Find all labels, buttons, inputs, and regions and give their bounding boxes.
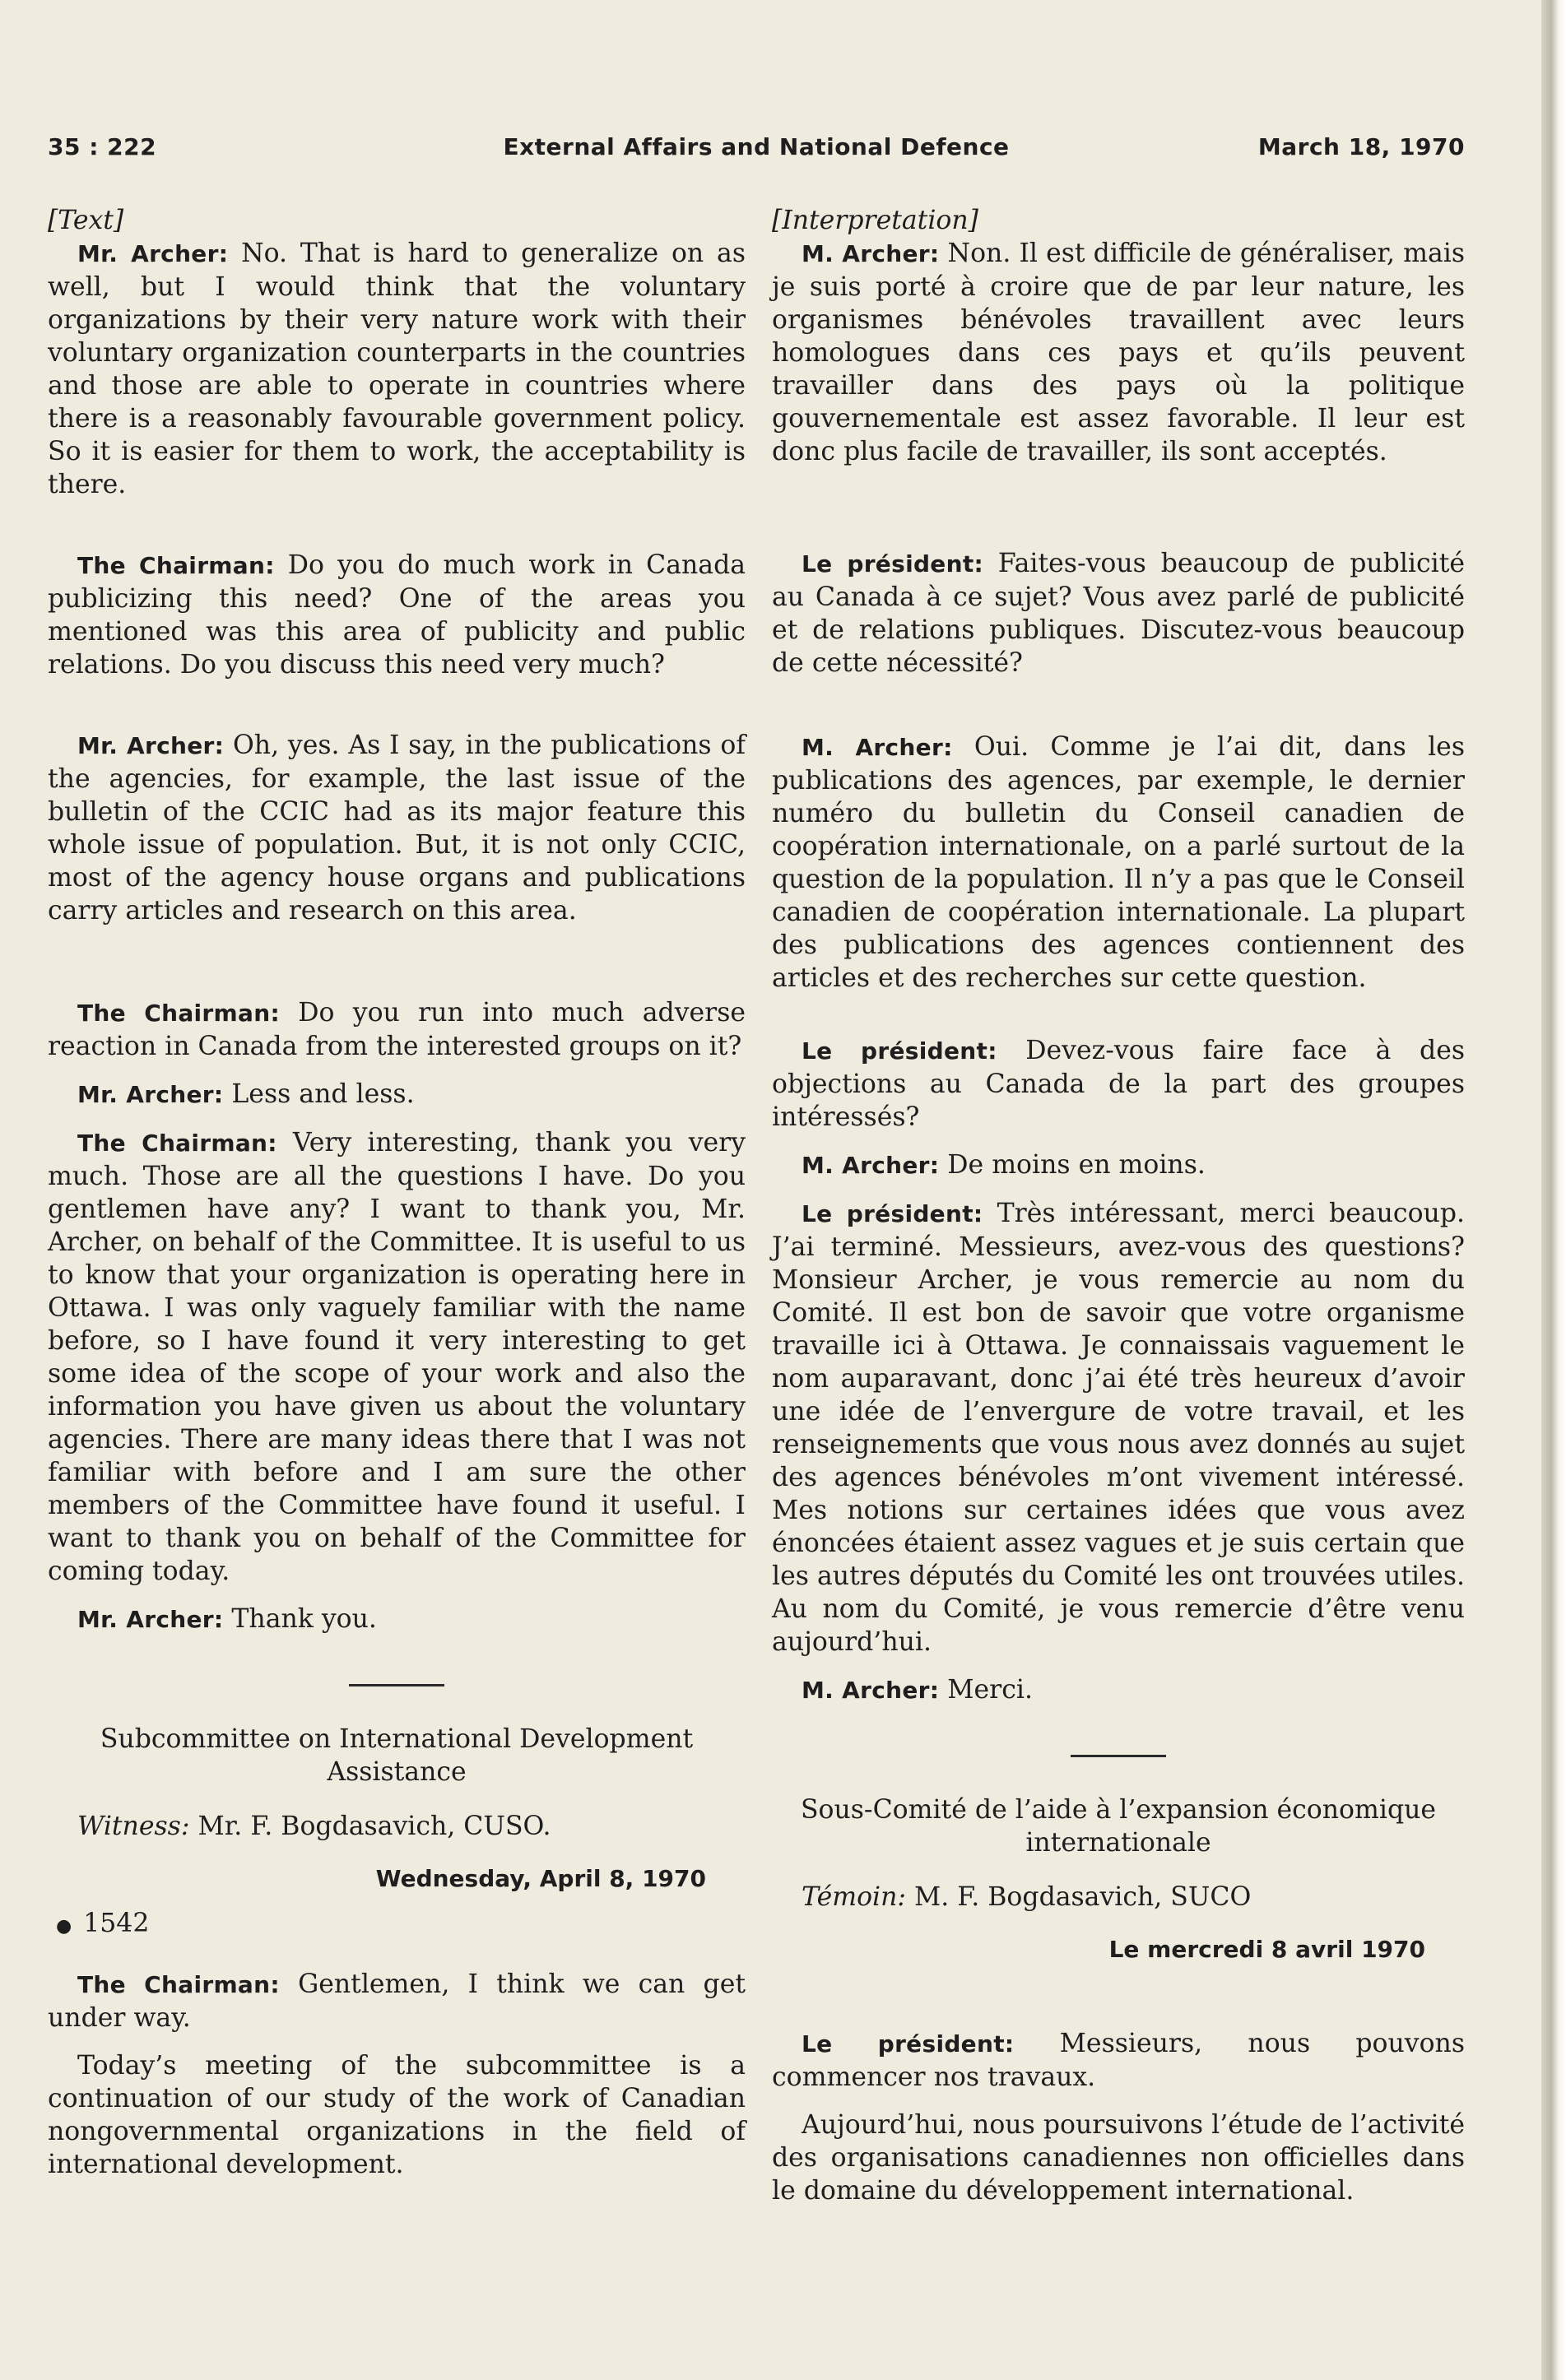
section-divider: [349, 1684, 444, 1686]
speaker: Mr. Archer:: [77, 1081, 224, 1108]
paragraph: [772, 237, 1465, 468]
paragraph: [48, 1968, 746, 2034]
speech-text: No. That is hard to generalize on as well, but I would think that the voluntary organizations by their very nature work with their voluntary organization counterparts in the countries and those are able to operate in countries where there is a reasonably favourable government policy. So it is easier for them to work, the acceptability is there.: [48, 239, 746, 499]
speaker: Mr. Archer:: [77, 240, 229, 267]
witness-line: [772, 1881, 1465, 1914]
paragraph: [48, 237, 746, 501]
bullet-icon: ●: [56, 1916, 72, 1937]
speech-text: Very interesting, thank you very much. Those are all the questions I have. Do you gentlemen have any? I want to thank you, Mr. Archer, on behalf of the Committee. It is useful to us to know that your organization is operating here in Ottawa. I was only vaguely familiar with the name before, so I have found it very interesting to get some idea of the scope of your work and also the information you have given us about the voluntary agencies. There are many ideas there that I was not familiar with before and I am sure the other members of the Committee have found it useful. I want to thank you on behalf of the Committee for coming today.: [48, 1128, 746, 1586]
paragraph: [48, 1603, 746, 1636]
paragraph: [48, 996, 746, 1063]
speech-text: Devez-vous faire face à des objections au Canada de la part des groupes intéressés?: [772, 1036, 1465, 1132]
speech-text: De moins en moins.: [947, 1150, 1206, 1180]
witness-label: Témoin:: [802, 1882, 907, 1912]
speech-text: Do you run into much adverse reaction in Canada from the interested groups on it?: [48, 998, 746, 1061]
speech-text: Oui. Comme je l’ai dit, dans les publications des agences, par exemple, le dernier numéro du bulletin du Conseil canadien de coopération internationale, on a parlé surtout de la question de la population. Il n’y a pas que le Conseil canadien de coopération internationale. La plupart des publications des agences contiennent des articles et des recherches sur cette question.: [772, 732, 1465, 993]
speaker: M. Archer:: [802, 1152, 940, 1179]
speaker: The Chairman:: [77, 1971, 280, 1998]
speaker: The Chairman:: [77, 552, 275, 579]
paragraph: [772, 2109, 1465, 2207]
speaker: The Chairman:: [77, 1130, 277, 1157]
speaker: The Chairman:: [77, 1000, 280, 1027]
subcommittee-title: Sous-Comité de l’aide à l’expansion économique internationale: [800, 1795, 1437, 1858]
speaker: Mr. Archer:: [77, 1606, 224, 1633]
page-header: [48, 133, 1465, 169]
speech-text: Today’s meeting of the subcommittee is a continuation of our study of the work of Canadian nongovernmental organizations in the field of international development.: [48, 2051, 746, 2179]
interpretation-tag: [Interpretation]: [772, 206, 978, 235]
speech-text: Do you do much work in Canada publicizing this need? One of the areas you mentioned was this area of publicity and public relations. Do you discuss this need very much?: [48, 550, 746, 680]
paragraph: [772, 547, 1465, 680]
speaker: Le président:: [802, 2030, 1015, 2058]
speech-text: Non. Il est difficile de généraliser, mais je suis porté à croire que de par leur nature, les organismes bénévoles travaillent avec leurs homologues dans ces pays et qu’ils peuvent travailler dans des pays où la politique gouvernementale est assez favorable. Il leur est donc plus facile de travailler, ils sont acceptés.: [772, 239, 1465, 466]
witness-label: Witness:: [77, 1812, 190, 1841]
text-tag: [Text]: [48, 206, 124, 235]
paragraph: [48, 1126, 746, 1588]
time-marker: [48, 1907, 746, 1943]
speech-text: Gentlemen, I think we can get under way.: [48, 1969, 746, 2033]
paragraph: [772, 1148, 1465, 1182]
speech-text: Less and less.: [231, 1079, 415, 1109]
speech-text: Oh, yes. As I say, in the publications of the agencies, for example, the last issue of the bulletin of the CCIC had as its major feature this whole issue of population. But, it is not only CCIC, most of the agency house organs and publications carry articles and research on this area.: [48, 731, 746, 926]
header-title: External Affairs and National Defence: [503, 133, 1010, 160]
speech-text: Messieurs, nous pouvons commencer nos travaux.: [772, 2029, 1466, 2092]
paragraph: [772, 731, 1465, 995]
speech-text: Très intéressant, merci beaucoup. J’ai terminé. Messieurs, avez-vous des questions? Monsieur Archer, je vous remercie au nom du Comité. Il est bon de savoir que votre organisme travaille ici à Ottawa. Je connaissais vaguement le nom auparavant, donc j’ai été très heureux d’avoir une idée de l’envergure de votre travail, et les renseignements que vous nous avez donnés au sujet des agences bénévoles m’ont vivement intéressé. Mes notions sur certaines idées que vous avez énoncées étaient assez vagues et je suis certain que les autres députés du Comité les ont trouvées utiles. Au nom du Comité, je vous remercie d’être venu aujourd’hui.: [772, 1199, 1466, 1657]
speech-text: Thank you.: [231, 1604, 377, 1634]
subcommittee-title: Subcommittee on International Development Assistance: [100, 1724, 694, 1787]
speaker: M. Archer:: [802, 240, 940, 267]
session-date: Wednesday, April 8, 1970: [375, 1865, 706, 1892]
paragraph: [772, 1034, 1465, 1134]
english-column: [48, 204, 746, 2196]
speech-text: Aujourd’hui, nous poursuivons l’étude de l’activité des organisations canadiennes non officielles dans le domaine du développement international.: [772, 2110, 1465, 2206]
paragraph: [772, 1197, 1465, 1659]
header-date: March 18, 1970: [1257, 133, 1465, 160]
page-edge-shadow: [1541, 0, 1566, 2380]
speech-text: Faites-vous beaucoup de publicité au Canada à ce sujet? Vous avez parlé de publicité et de relations publiques. Discutez-vous beaucoup de cette nécessité?: [772, 549, 1466, 678]
paragraph: [772, 2027, 1465, 2094]
speaker: M. Archer:: [802, 1677, 940, 1704]
speaker: Le président:: [802, 1200, 983, 1227]
witness-name: Mr. F. Bogdasavich, CUSO.: [197, 1812, 551, 1841]
paragraph: [772, 1673, 1465, 1707]
paragraph: [48, 1078, 746, 1111]
paragraph: [48, 729, 746, 927]
speaker: Le président:: [802, 1037, 997, 1065]
section-divider: [1071, 1755, 1166, 1757]
french-column: [772, 204, 1465, 2222]
witness-line: [48, 1810, 746, 1843]
speaker: M. Archer:: [802, 734, 953, 761]
witness-name: M. F. Bogdasavich, SUCO: [914, 1882, 1252, 1912]
speaker: Mr. Archer:: [77, 732, 225, 759]
speech-text: Merci.: [947, 1675, 1033, 1705]
paragraph: [48, 2049, 746, 2181]
page-number: 35 : 222: [48, 133, 157, 160]
time-value: 1542: [83, 1909, 150, 1938]
speaker: Le président:: [802, 550, 984, 578]
session-date: Le mercredi 8 avril 1970: [1108, 1936, 1425, 1963]
paragraph: [48, 549, 746, 681]
